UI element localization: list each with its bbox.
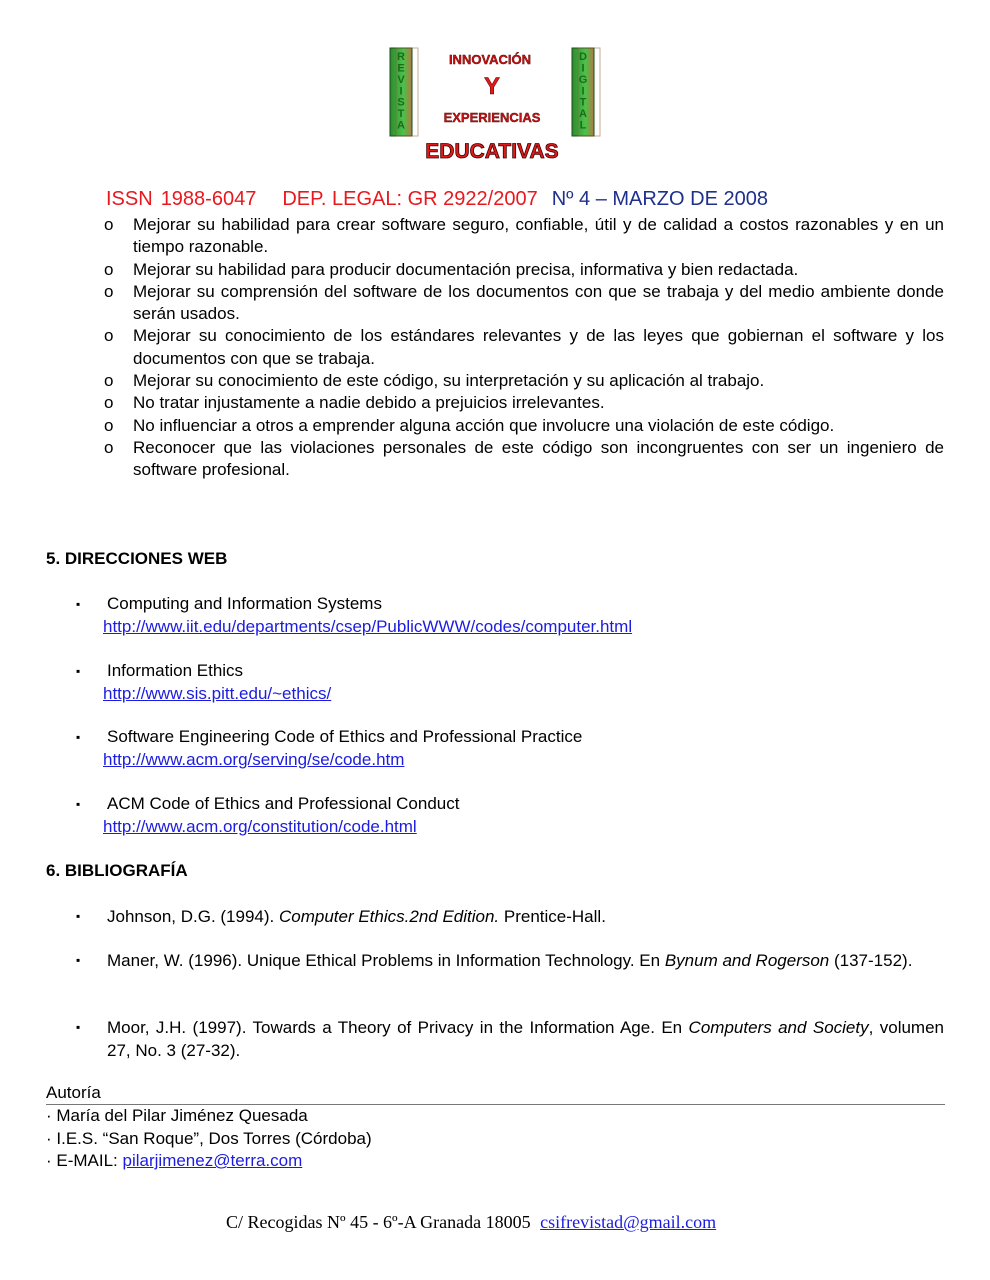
author-school: · I.E.S. “San Roque”, Dos Torres (Córdoba)	[46, 1128, 372, 1148]
author-email-link[interactable]: pilarjimenez@terra.com	[122, 1151, 303, 1170]
list-item	[104, 392, 944, 414]
footer-email-link[interactable]: csifrevistad@gmail.com	[540, 1212, 717, 1232]
bib-section-title: 6. BIBLIOGRAFÍA	[46, 861, 188, 880]
logo-word-educativas: EDUCATIVAS	[425, 140, 559, 163]
list-item	[104, 415, 944, 437]
list-item	[104, 325, 944, 370]
web-link-title: ACM Code of Ethics and Professional Conduct	[107, 794, 460, 813]
list-marker: o	[104, 281, 114, 301]
logo-right-word: D I G I T A L	[578, 51, 588, 132]
web-link-item	[76, 660, 946, 705]
authorship-block	[46, 1083, 945, 1173]
bib-entry-text	[107, 1016, 944, 1062]
list-item-text: Mejorar su conocimiento de los estándares relevantes y de las leyes que gobiernan el software y los documentos con que se trabaja.	[133, 326, 944, 368]
square-bullet-icon: ▪	[76, 909, 81, 923]
square-bullet-icon: ▪	[76, 664, 81, 678]
bib-title: Bynum and Rogerson	[664, 951, 830, 970]
authorship-label: Autoría	[46, 1083, 945, 1105]
web-link-item	[76, 793, 946, 838]
list-marker: o	[104, 371, 114, 391]
list-marker: o	[104, 326, 114, 346]
web-link-url[interactable]: http://www.acm.org/serving/se/code.htm	[103, 749, 405, 769]
page-footer	[226, 1212, 716, 1233]
list-item-text: Mejorar su habilidad para producir documentación precisa, informativa y bien redactada.	[133, 259, 799, 279]
issn-label: ISSN	[106, 188, 153, 210]
bib-entry	[76, 949, 944, 972]
list-item-text: Mejorar su habilidad para crear software seguro, confiable, útil y de calidad a costos razonables y en un tiempo razonable.	[133, 215, 944, 257]
email-label: · E-MAIL:	[46, 1151, 123, 1170]
bib-entry-text	[107, 949, 944, 972]
list-item-text: No tratar injustamente a nadie debido a prejuicios irrelevantes.	[133, 393, 605, 413]
bib-publisher: (137-152).	[829, 951, 913, 970]
bib-entry	[76, 905, 944, 928]
bib-publisher: Prentice-Hall.	[499, 907, 606, 926]
list-item	[104, 281, 944, 326]
square-bullet-icon: ▪	[76, 597, 81, 611]
author-name: · María del Pilar Jiménez Quesada	[46, 1106, 308, 1125]
web-link-url[interactable]: http://www.sis.pitt.edu/~ethics/	[103, 683, 332, 703]
web-link-item	[76, 593, 946, 638]
list-item-text: Reconocer que las violaciones personales de este código son incongruentes con ser un ingeniero de software profesional.	[133, 437, 944, 480]
list-item	[104, 214, 944, 259]
web-link-title: Computing and Information Systems	[107, 594, 382, 613]
bib-author: Johnson, D.G. (1994).	[107, 907, 279, 926]
bib-entry-text	[107, 905, 944, 928]
list-item-text: No influenciar a otros a emprender alguna acción que involucre una violación de este código.	[133, 415, 835, 435]
square-bullet-icon: ▪	[76, 730, 81, 744]
footer-address: C/ Recogidas Nº 45 - 6º-A Granada 18005	[226, 1212, 531, 1232]
list-item-text: Mejorar su comprensión del software de los documentos con que se trabaja y del medio ambiente donde serán usados.	[133, 281, 944, 324]
bib-publisher: , volumen 27, No. 3 (27-32).	[107, 1018, 944, 1060]
list-marker: o	[104, 393, 114, 413]
code-list	[104, 214, 944, 482]
list-item-text: Mejorar su conocimiento de este código, su interpretación y su aplicación al trabajo.	[133, 371, 765, 391]
square-bullet-icon: ▪	[76, 797, 81, 811]
list-marker: o	[104, 259, 114, 279]
bib-entry	[76, 1016, 944, 1062]
issn-value: 1988-6047	[160, 188, 257, 210]
square-bullet-icon: ▪	[76, 1020, 81, 1034]
logo-word-y: Y	[483, 73, 501, 100]
web-link-item	[76, 726, 946, 771]
web-link-url[interactable]: http://www.acm.org/constitution/code.html	[103, 816, 417, 836]
bib-author: Moor, J.H. (1997). Towards a Theory of Privacy in the Information Age. En	[107, 1018, 689, 1037]
issue-number: Nº 4 – MARZO DE 2008	[551, 188, 768, 210]
logo-left-word: R E V I S T A	[397, 51, 405, 132]
web-link-url[interactable]: http://www.iit.edu/departments/csep/PublicWWW/codes/computer.html	[103, 616, 633, 636]
square-bullet-icon: ▪	[76, 953, 81, 967]
web-link-title: Software Engineering Code of Ethics and Professional Practice	[107, 727, 583, 746]
web-link-title: Information Ethics	[107, 661, 244, 680]
list-marker: o	[104, 415, 114, 435]
bib-title: Computer Ethics.2nd Edition.	[278, 907, 500, 926]
author-email-line	[46, 1150, 945, 1173]
list-item	[104, 370, 944, 392]
list-marker: o	[104, 215, 114, 234]
magazine-logo	[386, 42, 604, 164]
issn-header	[106, 188, 768, 211]
logo-word-experiencias: EXPERIENCIAS	[443, 110, 541, 125]
logo-graphic	[386, 42, 604, 164]
dep-legal: DEP. LEGAL: GR 2922/2007	[282, 188, 538, 210]
bib-title: Computers and Society	[688, 1018, 869, 1037]
list-item	[104, 259, 944, 281]
bib-author: Maner, W. (1996). Unique Ethical Problems in Information Technology. En	[107, 951, 665, 970]
list-marker: o	[104, 437, 114, 457]
logo-word-innovacion: INNOVACIÓN	[448, 52, 532, 67]
web-section-title: 5. DIRECCIONES WEB	[46, 549, 228, 568]
list-item	[104, 437, 944, 482]
